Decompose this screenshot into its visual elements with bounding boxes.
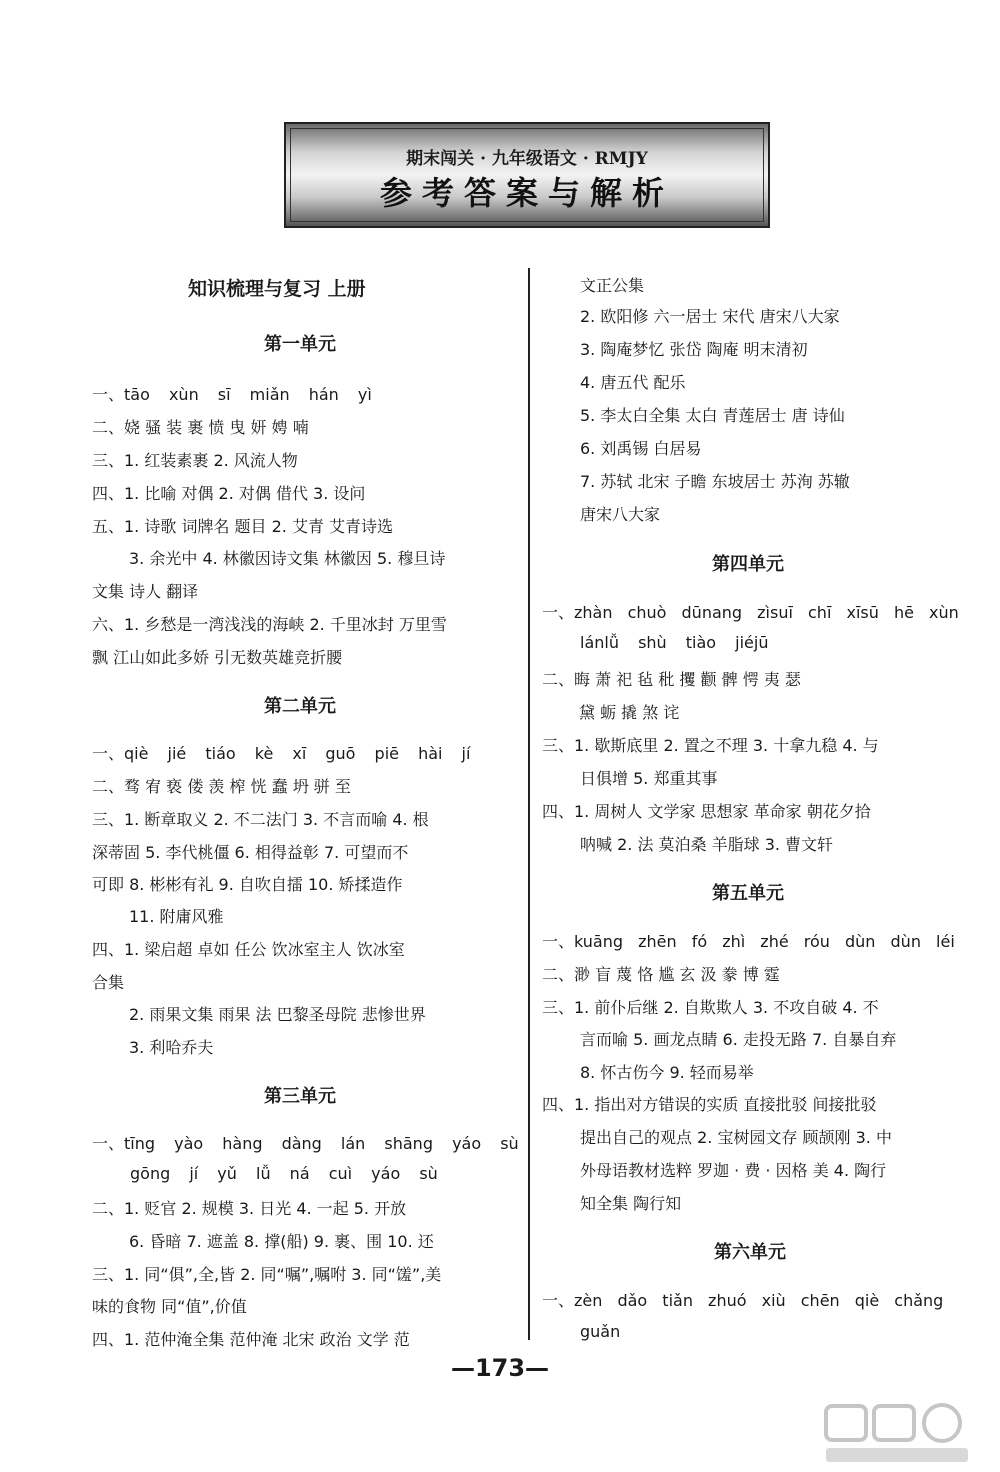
unit1-line: 二、娆 骚 装 裹 愤 曳 妍 娉 喃 (92, 418, 309, 437)
unit4-line: 四、1. 周树人 文学家 思想家 革命家 朝花夕拾 (542, 802, 871, 821)
unit5-line: 知全集 陶行知 (580, 1194, 682, 1213)
unit1-line: 四、1. 比喻 对偶 2. 对偶 借代 3. 设问 (92, 484, 366, 503)
unit4-line: lánlǚ shù tiào jiéjū (580, 633, 769, 652)
unit4-heading: 第四单元 (712, 554, 784, 575)
unit2-line: 可即 8. 彬彬有礼 9. 自吹自擂 10. 矫揉造作 (92, 875, 403, 894)
unit1-line: 3. 余光中 4. 林徽因诗文集 林徽因 5. 穆旦诗 (129, 549, 446, 568)
page-number: —173— (450, 1354, 550, 1382)
book-title: 知识梳理与复习 上册 (188, 278, 366, 300)
unit5-line: 言而喻 5. 画龙点睛 6. 走投无路 7. 自暴自弃 (580, 1030, 897, 1049)
unit2-line: 2. 雨果文集 雨果 法 巴黎圣母院 悲惨世界 (129, 1005, 426, 1024)
continued-line: 文正公集 (580, 276, 645, 295)
unit6-line: guǎn (580, 1322, 621, 1341)
unit5-line: 四、1. 指出对方错误的实质 直接批驳 间接批驳 (542, 1095, 877, 1114)
unit2-line: 3. 利哈乔夫 (129, 1038, 214, 1057)
column-divider (528, 268, 530, 1340)
unit2-line: 合集 (92, 973, 125, 992)
unit5-line: 三、1. 前仆后继 2. 自欺欺人 3. 不攻自破 4. 不 (542, 998, 879, 1017)
title-banner (284, 122, 770, 228)
continued-line: 7. 苏轼 北宋 子瞻 东坡居士 苏洵 苏辙 (580, 472, 850, 491)
unit1-line: 文集 诗人 翻译 (92, 582, 199, 601)
unit4-line: 二、晦 萧 祀 毡 秕 攫 颧 髀 愕 夷 瑟 (542, 670, 801, 689)
unit3-line: 二、1. 贬官 2. 规模 3. 日光 4. 一起 5. 开放 (92, 1199, 407, 1218)
unit1-line: 六、1. 乡愁是一湾浅浅的海峡 2. 千里冰封 万里雪 (92, 615, 447, 634)
unit6-heading: 第六单元 (714, 1242, 786, 1263)
unit1-heading: 第一单元 (264, 334, 336, 355)
continued-line: 4. 唐五代 配乐 (580, 373, 686, 392)
continued-line: 2. 欧阳修 六一居士 宋代 唐宋八大家 (580, 307, 840, 326)
unit4-line: 黛 蛎 撬 煞 诧 (579, 703, 680, 722)
unit2-line: 三、1. 断章取义 2. 不二法门 3. 不言而喻 4. 根 (92, 810, 429, 829)
unit2-line: 11. 附庸风雅 (129, 907, 224, 926)
unit3-line: 四、1. 范仲淹全集 范仲淹 北宋 政治 文学 范 (92, 1330, 410, 1349)
unit2-line: 四、1. 梁启超 卓如 任公 饮冰室主人 饮冰室 (92, 940, 405, 959)
unit1-line: 一、tāo xùn sī miǎn hán yì (92, 385, 372, 404)
unit2-line: 深蒂固 5. 李代桃僵 6. 相得益彰 7. 可望而不 (92, 843, 409, 862)
continued-line: 6. 刘禹锡 白居易 (580, 439, 702, 458)
unit5-line: 提出自己的观点 2. 宝树园文存 顾颉刚 3. 中 (580, 1128, 892, 1147)
unit4-line: 日俱增 5. 郑重其事 (580, 769, 718, 788)
banner-title: 参考答案与解析 (379, 174, 674, 212)
unit5-line: 二、渺 盲 蔑 恪 尴 玄 汲 豢 博 霆 (542, 965, 780, 984)
unit1-line: 五、1. 诗歌 词牌名 题目 2. 艾青 艾青诗选 (92, 517, 394, 536)
unit3-line: 一、tīng yào hàng dàng lán shāng yáo sù (92, 1134, 519, 1153)
continued-line: 唐宋八大家 (580, 505, 661, 524)
watermark-logo-icon (822, 1402, 972, 1466)
unit3-line: 三、1. 同“俱”,全,皆 2. 同“嘱”,嘱咐 3. 同“馐”,美 (92, 1265, 442, 1284)
unit2-heading: 第二单元 (264, 696, 336, 717)
unit4-line: 三、1. 歇斯底里 2. 置之不理 3. 十拿九稳 4. 与 (542, 736, 879, 755)
unit2-line: 一、qiè jié tiáo kè xī guō piē hài jí (92, 744, 471, 763)
unit6-line: 一、zèn dǎo tiǎn zhuó xiù chēn qiè chǎng (542, 1291, 944, 1310)
banner-subtitle: 期末闯关 · 九年级语文 · RMJY (406, 149, 648, 169)
unit1-line: 三、1. 红装素裹 2. 风流人物 (92, 451, 298, 470)
unit3-heading: 第三单元 (264, 1086, 336, 1107)
unit1-line: 飘 江山如此多娇 引无数英雄竞折腰 (92, 648, 343, 667)
unit5-heading: 第五单元 (712, 883, 784, 904)
unit3-line: gōng jí yǔ lǚ ná cuì yáo sù (130, 1164, 438, 1183)
unit4-line: 一、zhàn chuò dūnang zìsuī chī xīsū hē xùn (542, 603, 959, 622)
unit5-line: 8. 怀古伤今 9. 轻而易举 (580, 1063, 754, 1082)
unit4-line: 呐喊 2. 法 莫泊桑 羊脂球 3. 曹文轩 (580, 835, 834, 854)
unit3-line: 6. 昏暗 7. 遮盖 8. 撑(船) 9. 裹、围 10. 还 (129, 1232, 434, 1251)
unit2-line: 二、骛 宥 亵 偻 羡 榨 恍 蠢 坍 骈 至 (92, 777, 351, 796)
unit5-line: 外母语教材选粹 罗迦 · 费 · 因格 美 4. 陶行 (580, 1161, 887, 1180)
continued-line: 3. 陶庵梦忆 张岱 陶庵 明末清初 (580, 340, 808, 359)
unit5-line: 一、kuāng zhēn fó zhì zhé róu dùn dùn léi (542, 932, 955, 951)
continued-line: 5. 李太白全集 太白 青莲居士 唐 诗仙 (580, 406, 845, 425)
unit3-line: 味的食物 同“值”,价值 (92, 1297, 247, 1316)
